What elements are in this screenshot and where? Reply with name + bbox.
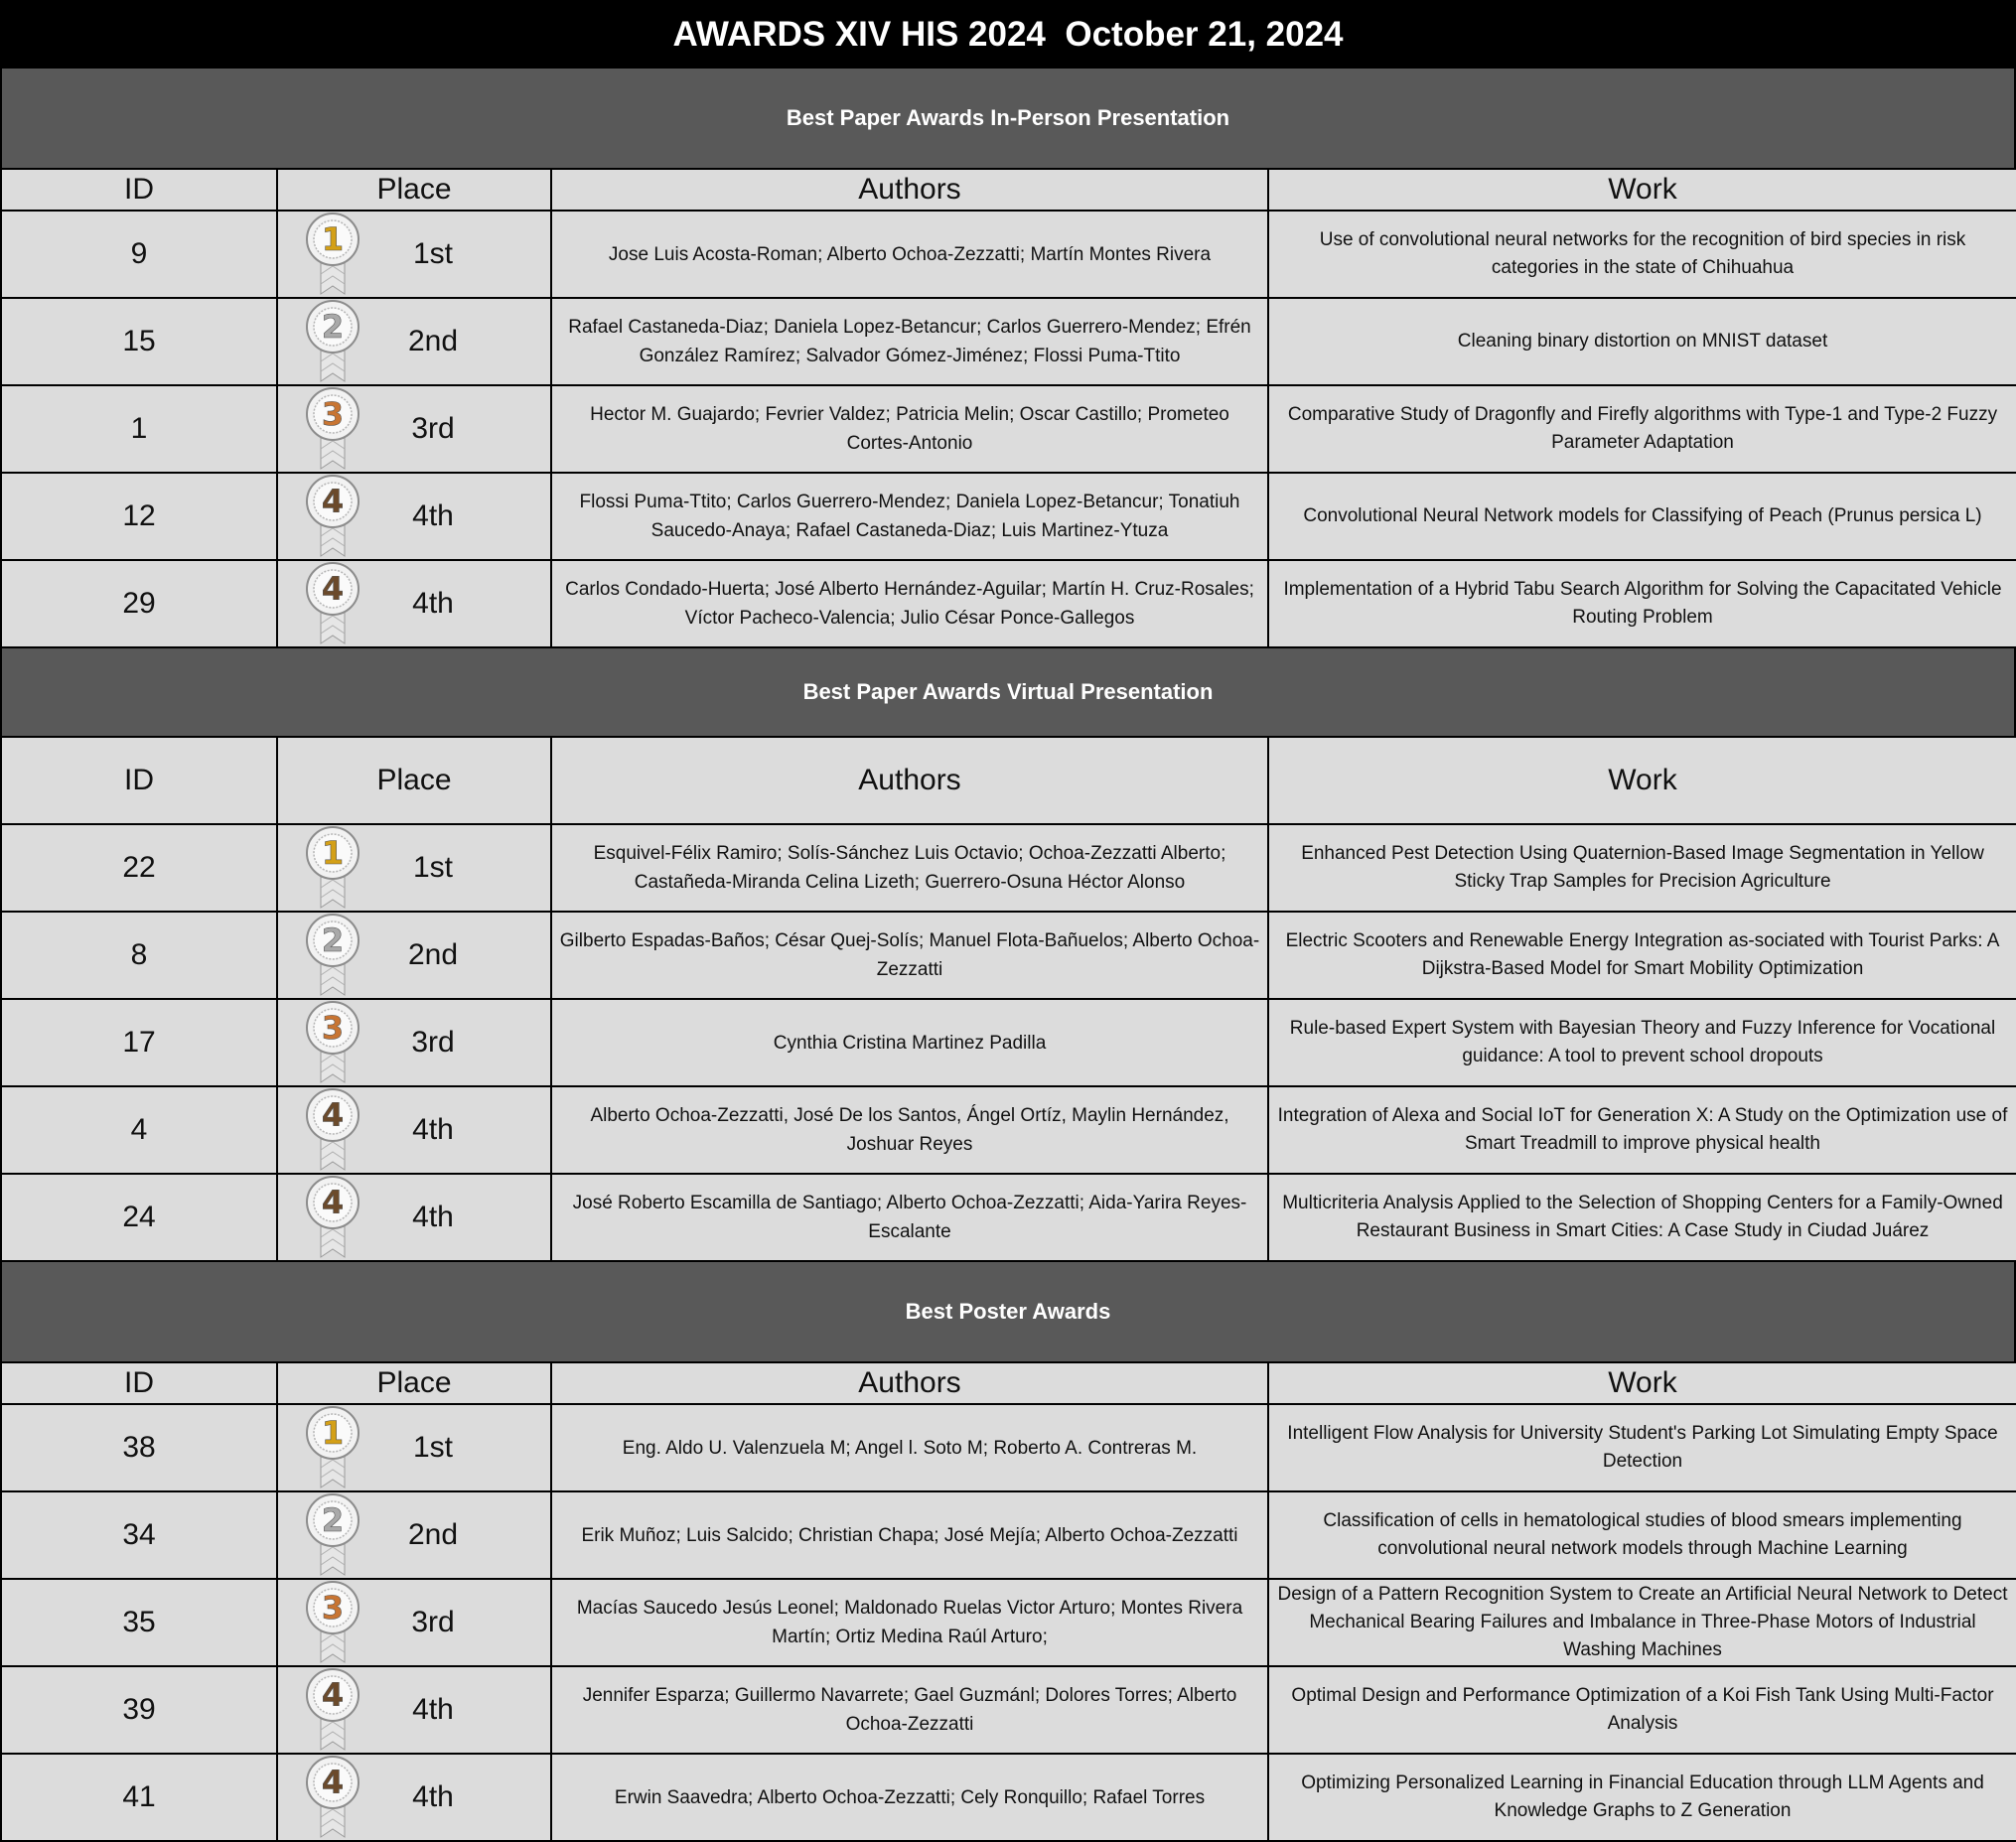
place-label: 2nd (407, 325, 459, 357)
medal-2-icon (304, 300, 361, 383)
cell-id: 38 (1, 1404, 277, 1491)
cell-place (277, 1086, 551, 1174)
svg-text:3: 3 (321, 395, 345, 433)
cell-work: Optimal Design and Performance Optimization of a Koi Fish Tank Using Multi-Factor Analysis (1268, 1666, 2016, 1754)
svg-text:2: 2 (321, 308, 345, 346)
column-header-id: ID (1, 737, 277, 824)
cell-place (277, 473, 551, 560)
cell-place (277, 560, 551, 647)
medal-4-icon (304, 1756, 361, 1839)
column-header-place: Place (277, 1362, 551, 1404)
svg-text:4: 4 (321, 1096, 345, 1134)
cell-authors: Erwin Saavedra; Alberto Ochoa-Zezzatti; Cely Ronquillo; Rafael Torres (551, 1754, 1268, 1841)
section-header: Best Paper Awards In-Person Presentation (0, 69, 2016, 168)
cell-id: 4 (1, 1086, 277, 1174)
place-label: 4th (412, 1780, 454, 1813)
svg-text:1: 1 (321, 1414, 345, 1452)
table-row (1, 1754, 2016, 1841)
place-label: 4th (412, 587, 454, 620)
awards-table (0, 1361, 2016, 1842)
cell-place (277, 1491, 551, 1579)
cell-id: 35 (1, 1579, 277, 1666)
table-row (1, 999, 2016, 1086)
medal-4-icon (304, 1176, 361, 1259)
page-title: AWARDS XIV HIS 2024 October 21, 2024 (0, 0, 2016, 69)
cell-authors: Jennifer Esparza; Guillermo Navarrete; Gael Guzmánl; Dolores Torres; Alberto Ochoa-Zezzatti (551, 1666, 1268, 1754)
medal-1-icon (304, 213, 361, 296)
cell-id: 22 (1, 824, 277, 912)
medal-4-icon (304, 562, 361, 645)
medal-4-icon (304, 475, 361, 558)
svg-text:1: 1 (321, 834, 345, 872)
place-label: 4th (412, 1693, 454, 1726)
cell-authors: Macías Saucedo Jesús Leonel; Maldonado Ruelas Victor Arturo; Montes Rivera Martín; Ortiz Medina Raúl Arturo; (551, 1579, 1268, 1666)
svg-text:3: 3 (321, 1589, 345, 1627)
column-header-authors: Authors (551, 1362, 1268, 1404)
cell-authors: Esquivel-Félix Ramiro; Solís-Sánchez Luis Octavio; Ochoa-Zezzatti Alberto; Castañeda-Miranda Celina Lizeth; Guerrero-Osuna Héctor Alonso (551, 824, 1268, 912)
cell-place (277, 385, 551, 473)
cell-id: 24 (1, 1174, 277, 1261)
cell-id: 17 (1, 999, 277, 1086)
place-wrap (284, 387, 544, 471)
cell-authors: Cynthia Cristina Martinez Padilla (551, 999, 1268, 1086)
medal-2-icon (304, 1493, 361, 1577)
column-header-work: Work (1268, 1362, 2016, 1404)
cell-authors: Gilberto Espadas-Baños; César Quej-Solís; Manuel Flota-Bañuelos; Alberto Ochoa-Zezzatti (551, 912, 1268, 999)
place-label: 3rd (411, 1606, 455, 1638)
cell-authors: José Roberto Escamilla de Santiago; Alberto Ochoa-Zezzatti; Aida-Yarira Reyes-Escalante (551, 1174, 1268, 1261)
cell-place (277, 1754, 551, 1841)
place-wrap (284, 826, 544, 910)
cell-work: Enhanced Pest Detection Using Quaternion-Based Image Segmentation in Yellow Sticky Trap Samples for Precision Agriculture (1268, 824, 2016, 912)
cell-work: Electric Scooters and Renewable Energy Integration as-sociated with Tourist Parks: A Dijkstra-Based Model for Smart Mobility Optimization (1268, 912, 2016, 999)
medal-2-icon (304, 914, 361, 997)
place-wrap (284, 1493, 544, 1577)
cell-id: 9 (1, 211, 277, 298)
place-label: 2nd (407, 938, 459, 971)
place-wrap (284, 1668, 544, 1752)
table-row (1, 1086, 2016, 1174)
column-header-id: ID (1, 1362, 277, 1404)
place-wrap (284, 1756, 544, 1839)
cell-work: Rule-based Expert System with Bayesian Theory and Fuzzy Inference for Vocational guidance: A tool to prevent school dropouts (1268, 999, 2016, 1086)
table-row (1, 1666, 2016, 1754)
place-wrap (284, 1001, 544, 1084)
table-row (1, 1174, 2016, 1261)
cell-work: Integration of Alexa and Social IoT for Generation X: A Study on the Optimization use of Smart Treadmill to improve physical health (1268, 1086, 2016, 1174)
cell-id: 39 (1, 1666, 277, 1754)
column-header-work: Work (1268, 169, 2016, 211)
cell-work: Classification of cells in hematological studies of blood smears implementing convolutional neural network models through Machine Learning (1268, 1491, 2016, 1579)
medal-4-icon (304, 1668, 361, 1752)
cell-id: 1 (1, 385, 277, 473)
medal-1-icon (304, 1406, 361, 1489)
cell-id: 41 (1, 1754, 277, 1841)
table-row (1, 298, 2016, 385)
place-label: 3rd (411, 412, 455, 445)
section-header: Best Paper Awards Virtual Presentation (0, 648, 2016, 736)
column-header-row (1, 169, 2016, 211)
column-header-place: Place (277, 169, 551, 211)
column-header-work: Work (1268, 737, 2016, 824)
medal-3-icon (304, 387, 361, 471)
svg-text:4: 4 (321, 570, 345, 608)
place-wrap (284, 1176, 544, 1259)
table-row (1, 560, 2016, 647)
table-row (1, 1491, 2016, 1579)
cell-authors: Carlos Condado-Huerta; José Alberto Hernández-Aguilar; Martín H. Cruz-Rosales; Víctor Pacheco-Valencia; Julio César Ponce-Gallegos (551, 560, 1268, 647)
svg-text:1: 1 (321, 220, 345, 258)
column-header-row (1, 737, 2016, 824)
cell-place (277, 211, 551, 298)
sections-container (0, 69, 2016, 1842)
cell-place (277, 1404, 551, 1491)
place-wrap (284, 914, 544, 997)
cell-work: Use of convolutional neural networks for the recognition of bird species in risk categories in the state of Chihuahua (1268, 211, 2016, 298)
cell-work: Implementation of a Hybrid Tabu Search Algorithm for Solving the Capacitated Vehicle Routing Problem (1268, 560, 2016, 647)
place-label: 1st (412, 851, 454, 884)
column-header-place: Place (277, 737, 551, 824)
cell-work: Optimizing Personalized Learning in Financial Education through LLM Agents and Knowledge Graphs to Z Generation (1268, 1754, 2016, 1841)
svg-text:2: 2 (321, 1501, 345, 1539)
cell-id: 8 (1, 912, 277, 999)
svg-text:4: 4 (321, 1676, 345, 1714)
place-wrap (284, 562, 544, 645)
svg-text:4: 4 (321, 1184, 345, 1221)
cell-authors: Eng. Aldo U. Valenzuela M; Angel l. Soto M; Roberto A. Contreras M. (551, 1404, 1268, 1491)
cell-id: 29 (1, 560, 277, 647)
cell-work: Intelligent Flow Analysis for University Student's Parking Lot Simulating Empty Space Detection (1268, 1404, 2016, 1491)
medal-3-icon (304, 1001, 361, 1084)
place-wrap (284, 213, 544, 296)
table-row (1, 473, 2016, 560)
place-label: 2nd (407, 1518, 459, 1551)
cell-authors: Rafael Castaneda-Diaz; Daniela Lopez-Betancur; Carlos Guerrero-Mendez; Efrén González Ramírez; Salvador Gómez-Jiménez; Flossi Puma-Ttito (551, 298, 1268, 385)
medal-4-icon (304, 1088, 361, 1172)
cell-authors: Alberto Ochoa-Zezzatti, José De los Santos, Ángel Ortíz, Maylin Hernández, Joshuar Reyes (551, 1086, 1268, 1174)
cell-id: 15 (1, 298, 277, 385)
svg-text:4: 4 (321, 1764, 345, 1801)
table-row (1, 385, 2016, 473)
place-label: 3rd (411, 1026, 455, 1059)
place-wrap (284, 1088, 544, 1172)
cell-work: Multicriteria Analysis Applied to the Selection of Shopping Centers for a Family-Owned Restaurant Business in Smart Cities: A Case Study in Ciudad Juárez (1268, 1174, 2016, 1261)
place-label: 1st (412, 1431, 454, 1464)
cell-authors: Hector M. Guajardo; Fevrier Valdez; Patricia Melin; Oscar Castillo; Prometeo Cortes-Antonio (551, 385, 1268, 473)
cell-work: Comparative Study of Dragonfly and Firefly algorithms with Type-1 and Type-2 Fuzzy Parameter Adaptation (1268, 385, 2016, 473)
cell-place (277, 1579, 551, 1666)
awards-table (0, 168, 2016, 648)
place-label: 4th (412, 1201, 454, 1233)
section-header: Best Poster Awards (0, 1262, 2016, 1361)
cell-authors: Flossi Puma-Ttito; Carlos Guerrero-Mendez; Daniela Lopez-Betancur; Tonatiuh Saucedo-Anaya; Rafael Castaneda-Diaz; Luis Martinez-Ytuza (551, 473, 1268, 560)
table-row (1, 211, 2016, 298)
place-label: 4th (412, 1113, 454, 1146)
column-header-id: ID (1, 169, 277, 211)
cell-place (277, 912, 551, 999)
cell-id: 34 (1, 1491, 277, 1579)
cell-work: Design of a Pattern Recognition System to Create an Artificial Neural Network to Detect Mechanical Bearing Failures and Imbalance in Three-Phase Motors of Industrial Washing Machines (1268, 1579, 2016, 1666)
place-wrap (284, 1406, 544, 1489)
svg-text:2: 2 (321, 921, 345, 959)
table-row (1, 1404, 2016, 1491)
cell-work: Cleaning binary distortion on MNIST dataset (1268, 298, 2016, 385)
cell-place (277, 824, 551, 912)
table-row (1, 912, 2016, 999)
cell-place (277, 1174, 551, 1261)
place-wrap (284, 1581, 544, 1664)
cell-authors: Jose Luis Acosta-Roman; Alberto Ochoa-Zezzatti; Martín Montes Rivera (551, 211, 1268, 298)
awards-table (0, 736, 2016, 1262)
column-header-row (1, 1362, 2016, 1404)
table-row (1, 1579, 2016, 1666)
place-wrap (284, 300, 544, 383)
cell-place (277, 298, 551, 385)
cell-place (277, 999, 551, 1086)
cell-authors: Erik Muñoz; Luis Salcido; Christian Chapa; José Mejía; Alberto Ochoa-Zezzatti (551, 1491, 1268, 1579)
place-wrap (284, 475, 544, 558)
medal-3-icon (304, 1581, 361, 1664)
column-header-authors: Authors (551, 737, 1268, 824)
svg-text:4: 4 (321, 483, 345, 520)
svg-text:3: 3 (321, 1009, 345, 1047)
table-row (1, 824, 2016, 912)
cell-place (277, 1666, 551, 1754)
cell-work: Convolutional Neural Network models for Classifying of Peach (Prunus persica L) (1268, 473, 2016, 560)
cell-id: 12 (1, 473, 277, 560)
column-header-authors: Authors (551, 169, 1268, 211)
medal-1-icon (304, 826, 361, 910)
place-label: 4th (412, 499, 454, 532)
place-label: 1st (412, 237, 454, 270)
